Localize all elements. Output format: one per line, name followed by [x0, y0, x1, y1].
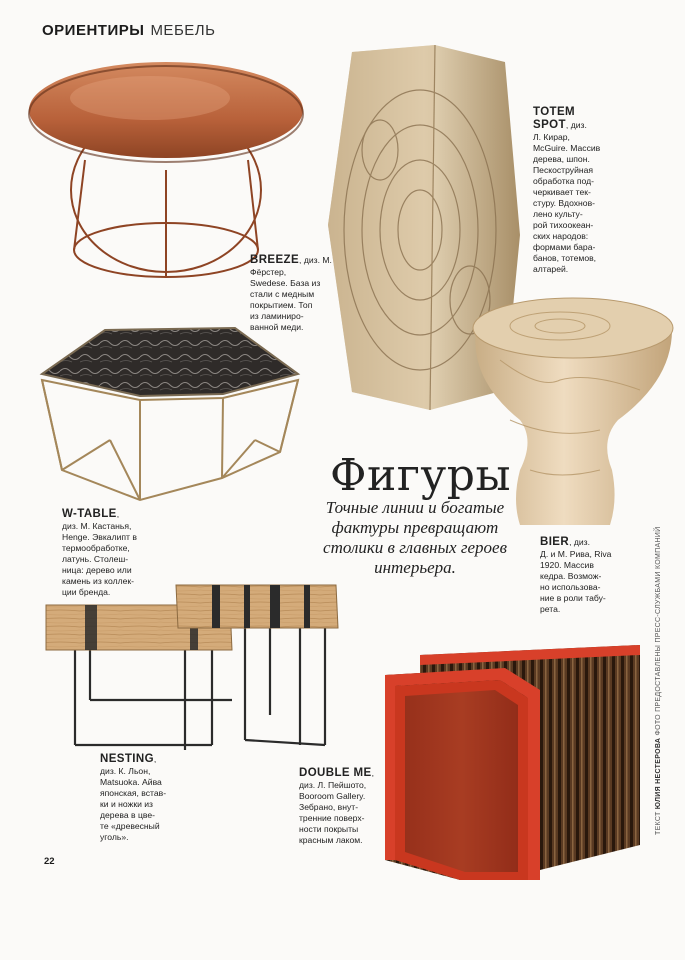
caption-line: банов, тотемов,	[533, 253, 597, 263]
caption-line: красным лаком.	[299, 835, 363, 845]
section-title: ОРИЕНТИРЫ	[42, 22, 145, 39]
caption-line: но использова-	[540, 582, 601, 592]
caption-line: ности покрыты	[299, 824, 359, 834]
caption-line: японская, встав-	[100, 788, 167, 798]
caption-line: формами бара-	[533, 242, 596, 252]
section-header	[42, 22, 215, 39]
caption-line: те «древесный	[100, 821, 160, 831]
caption-line: лено культу-	[533, 209, 583, 219]
caption-line: Д. и М. Рива, Riva	[540, 549, 612, 559]
w-table-image	[42, 328, 298, 500]
caption-breeze	[250, 254, 340, 333]
caption-line: ских народов:	[533, 231, 589, 241]
caption-line: ние в роли табу-	[540, 593, 606, 603]
product-name-cont: SPOT	[533, 119, 566, 131]
product-name: TOTEM	[533, 106, 576, 118]
caption-line: термообработке,	[62, 543, 130, 553]
caption-line: McGuire. Массив	[533, 143, 601, 153]
caption-double-me	[299, 767, 399, 846]
product-name: DOUBLE ME	[299, 767, 372, 779]
credit-author: ЮЛИЯ НЕСТЕРОВА	[655, 737, 662, 810]
caption-line: , диз.	[569, 537, 590, 547]
caption-line: дерева, шпон.	[533, 154, 590, 164]
caption-line: Зебрано, внут-	[299, 802, 359, 812]
caption-line: ки и ножки из	[100, 799, 154, 809]
caption-line: Henge. Эвкалипт в	[62, 532, 137, 542]
caption-line: рета.	[540, 604, 561, 614]
feature-lead: Точные линии и богатые фактуры превращают столики в главных героев интерьера.	[323, 498, 507, 577]
caption-line: диз. К. Льон,	[100, 766, 151, 776]
product-name: NESTING	[100, 753, 154, 765]
double-me-image	[385, 645, 640, 880]
caption-line: камень из коллек-	[62, 576, 135, 586]
photo-credit	[655, 527, 662, 835]
product-name: BREEZE	[250, 254, 300, 266]
caption-line: стуру. Вдохнов-	[533, 198, 596, 208]
caption-line: ница: дерево или	[62, 565, 132, 575]
caption-totem-spot	[533, 106, 643, 275]
caption-line: ,	[116, 509, 120, 519]
nesting-tables-image	[46, 585, 338, 750]
caption-line: покрытием. Топ	[250, 300, 313, 310]
caption-w-table	[62, 508, 172, 598]
product-name: W-TABLE	[62, 508, 117, 520]
caption-line: ,	[153, 754, 157, 764]
caption-line: уголь».	[100, 832, 129, 842]
caption-line: 1920. Массив	[540, 560, 594, 570]
caption-line: алтарей.	[533, 264, 569, 274]
caption-line: ,	[371, 768, 374, 778]
credit-rest: ФОТО ПРЕДОСТАВЛЕНЫ ПРЕСС-СЛУЖБАМИ КОМПАНИЙ	[655, 526, 662, 736]
caption-line: стали с медным	[250, 289, 315, 299]
caption-line: ции бренда.	[62, 587, 111, 597]
section-subtitle: МЕБЕЛЬ	[150, 22, 216, 39]
page-number: 22	[44, 856, 55, 867]
caption-line: Booroom Gallery.	[299, 791, 366, 801]
caption-line: Swedese. База из	[250, 278, 321, 288]
caption-line: , диз. М. Фёрстер,	[250, 255, 332, 277]
product-name: BIER	[540, 536, 570, 548]
caption-line: Л. Кирар,	[533, 132, 570, 142]
caption-line: дерева в цве-	[100, 810, 155, 820]
feature-title: Фигуры	[330, 450, 511, 501]
caption-nesting	[100, 753, 200, 843]
breeze-table-image	[29, 62, 303, 278]
caption-bier	[540, 536, 640, 615]
caption-line: тренние поверх-	[299, 813, 365, 823]
caption-line: Matsuoka. Айва	[100, 777, 162, 787]
caption-line: , диз.	[565, 120, 587, 130]
caption-line: кедра. Возмож-	[540, 571, 602, 581]
caption-line: черкивает тек-	[533, 187, 591, 197]
caption-line: рой тихоокеан-	[533, 220, 594, 230]
credit-label: ТЕКСТ	[655, 811, 662, 835]
caption-line: ванной меди.	[250, 322, 304, 332]
caption-line: обработка под-	[533, 176, 594, 186]
caption-line: из ламиниро-	[250, 311, 304, 321]
caption-line: диз. М. Кастанья,	[62, 521, 132, 531]
caption-line: Пескоструйная	[533, 165, 594, 175]
caption-line: латунь. Столеш-	[62, 554, 129, 564]
caption-line: диз. Л. Пейшото,	[299, 780, 367, 790]
